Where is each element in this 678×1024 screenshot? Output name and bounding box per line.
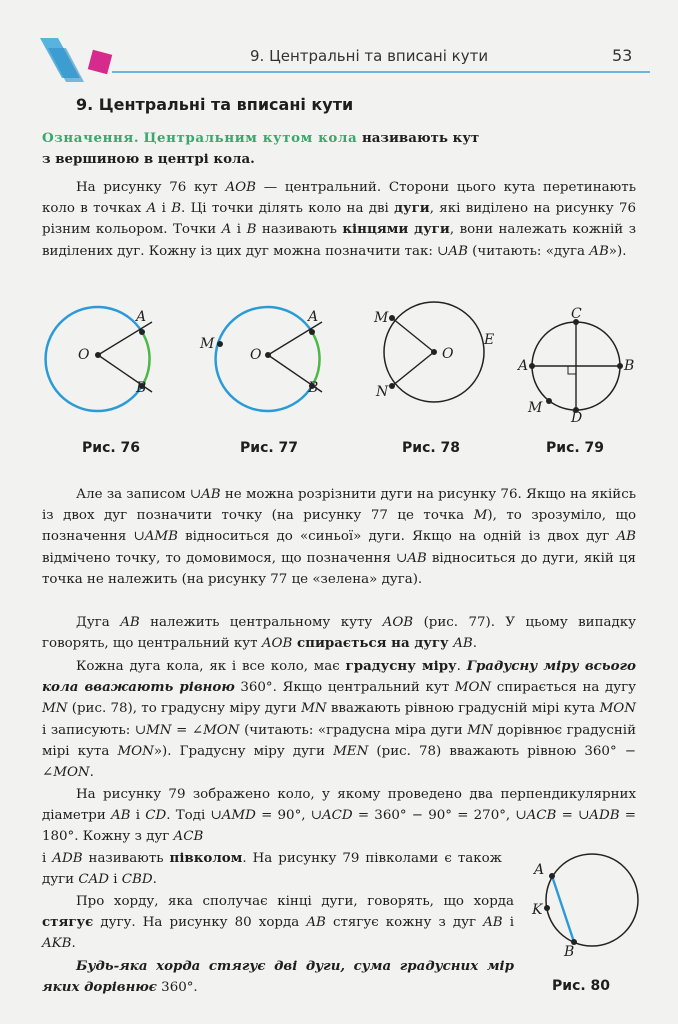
page-number: 53 bbox=[612, 46, 633, 65]
figure-80 bbox=[528, 848, 648, 958]
fig78-label-o: O bbox=[442, 346, 454, 362]
running-header: 9. Центральні та вписані кути bbox=[250, 47, 489, 65]
paragraph-arcs-intro: На рисунку 76 кут AOB — центральний. Сторони цього кута перетинають коло в точках A і B. Ці точки ділять коло на дві дуги, які виділено на рисунку 76 різним кольором. Точки A і B називають кінцями дуги, вони належать кожній з виділених дуг. Кожну із цих дуг можна позначити так: ∪AB (читають: «дуга AB»). bbox=[42, 180, 636, 259]
fig77-label-m: M bbox=[200, 336, 215, 352]
definition-paragraph: Означення. Центральним кутом кола називають кут з вершиною в центрі кола. bbox=[42, 130, 480, 168]
fig76-label-a: A bbox=[136, 309, 147, 325]
paragraph-degree-measure: Кожна дуга кола, як і все коло, має градусну міру. Градусну міру всього кола вважають рівною 360°. Якщо центральний кут MON спирається на дугу MN (рис. 78), то градусну міру дуги MN вважають рівною градусній мірі кута MON і записують: ∪MN = ∠MON (читають: «градусна міра дуги MN дорівнює градусній мірі кута MON»). Градусну міру дуги MEN (рис. 78) вважають рівною 360° − ∠MON. bbox=[42, 658, 637, 781]
figure-76-caption: Рис. 76 bbox=[82, 440, 141, 456]
fig79-label-d: D bbox=[571, 410, 583, 424]
definition-label: Означення. bbox=[42, 130, 140, 146]
figure-78 bbox=[362, 300, 502, 415]
paragraph-semicircle: На рисунку 79 зображено коло, у якому проведено два перпендикулярних діаметри AB і CD. Тоді ∪AMD = 90°, ∪ACD = 360° − 90° = 270°, ∪ACB = ∪ADB = 180°. Кожну з дуг ACB bbox=[42, 787, 636, 845]
definition-term: Центральним кутом кола bbox=[143, 130, 358, 146]
fig78-label-e: E bbox=[484, 332, 495, 348]
fig79-label-b: B bbox=[624, 358, 635, 374]
header-rule bbox=[112, 71, 650, 73]
section-title: 9. Центральні та вписані кути bbox=[76, 95, 354, 114]
fig80-label-a: A bbox=[534, 862, 545, 878]
fig76-label-o: O bbox=[78, 347, 90, 363]
fig79-label-m: M bbox=[528, 400, 543, 416]
figure-80-caption: Рис. 80 bbox=[552, 978, 611, 994]
figure-79-caption: Рис. 79 bbox=[546, 440, 605, 456]
fig77-label-a: A bbox=[308, 309, 319, 325]
figure-79 bbox=[516, 302, 640, 424]
figure-78-caption: Рис. 78 bbox=[402, 440, 461, 456]
paragraph-chord: Про хорду, яка сполучає кінці дуги, говорять, що хорда стягує дугу. На рисунку 80 хорда AB стягує кожну з дуг AB і AKB. bbox=[42, 894, 514, 952]
paragraph-central-angle-arc: Дуга AB належить центральному куту AOB (рис. 77). У цьому випадку говорять, що центральний кут AOB спирається на дугу AB. bbox=[42, 615, 636, 652]
fig76-label-b: B bbox=[136, 380, 147, 396]
fig80-label-k: K bbox=[532, 902, 543, 918]
fig77-label-o: O bbox=[250, 347, 262, 363]
figure-76 bbox=[40, 300, 170, 415]
fig78-label-n: N bbox=[376, 384, 389, 400]
paragraph-chord-theorem: Будь-яка хорда стягує дві дуги, сума градусних мір яких дорівнює 360°. bbox=[42, 958, 514, 996]
fig79-label-a: A bbox=[518, 358, 529, 374]
paragraph-semicircle-cont: і ADB називають півколом. На рисунку 79 півколами є також дуги CAD і CBD. bbox=[42, 850, 502, 888]
fig77-label-b: B bbox=[308, 380, 319, 396]
fig78-label-m: M bbox=[374, 310, 389, 326]
figure-77 bbox=[198, 300, 338, 415]
fig79-label-c: C bbox=[571, 306, 582, 322]
paragraph-arc-notation: Але за записом ∪AB не можна розрізнити дуги на рисунку 76. Якщо на якійсь із двох дуг позначити точку (на рисунку 77 це точка M), то зрозуміло, що позначення ∪AMB відноситься до «синьої» дуги. Якщо на одній із двох дуг AB відмічено точку, то домовимося, що позначення ∪AB відноситься до дуги, якій ця точка не належить (на рисунку 77 це «зелена» дуга). bbox=[42, 487, 637, 587]
figure-77-caption: Рис. 77 bbox=[240, 440, 299, 456]
textbook-corner-logo bbox=[40, 38, 120, 88]
fig80-label-b: B bbox=[564, 944, 575, 958]
